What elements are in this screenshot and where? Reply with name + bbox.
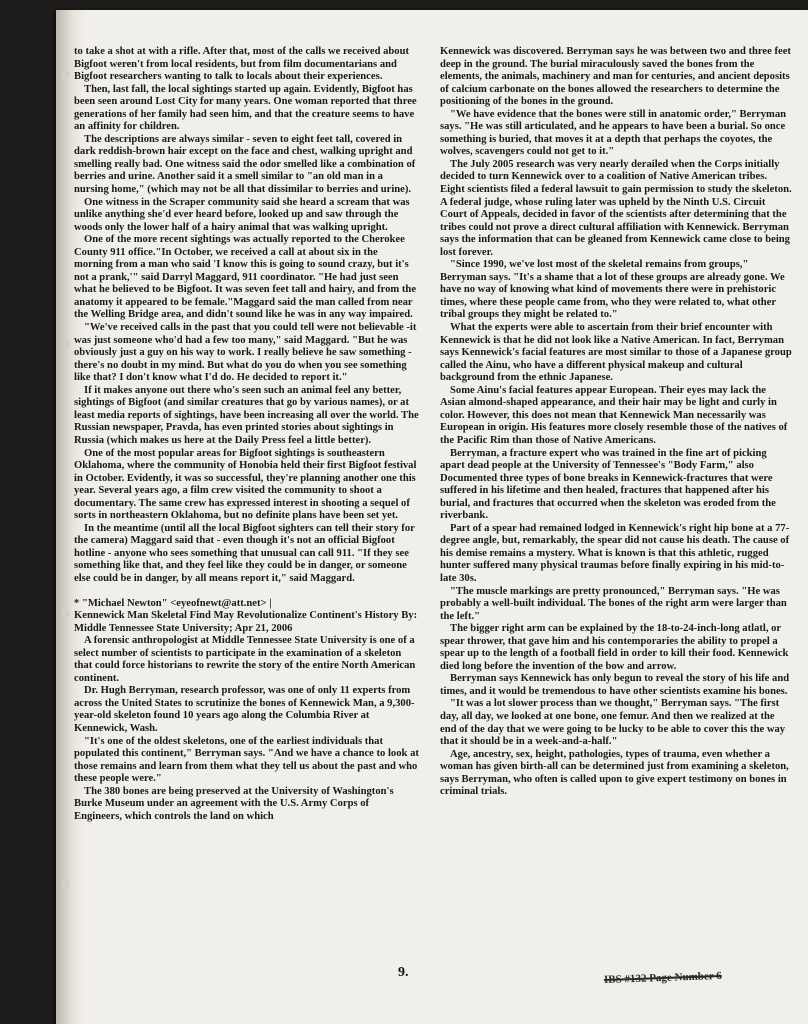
article-byline: * "Michael Newton" <eyeofnewt@att.net> | xyxy=(74,597,272,609)
struck-out-footer: IBS #132 Page Number 6 xyxy=(603,969,722,987)
paragraph: Kennewick was discovered. Berryman says he was between two and three feet deep in the ground. The burial miraculously saved the bones from the elements, the animals, machinery and man for centuries, and ancient deposits of calcium carbonate on the bones allowed the researchers to determine the positioning of the bones in the ground. xyxy=(440,46,791,108)
magazine-page xyxy=(56,10,808,1024)
paragraph: If it makes anyone out there who's seen such an animal feel any better, sightings of Bigfoot (and similar creatures that go by various names), or at least media reports of sightings, have been increasing all over the world. The Russian newspaper, Pravda, has even printed stories about sightings in Russia (which makes us here at the Daily Press feel a little better). xyxy=(74,384,419,446)
left-column xyxy=(74,46,419,823)
article-headline: Kennewick Man Skeletal Find May Revolutionalize Continent's History By: Middle Tennessee State University; Apr 21, 2006 xyxy=(74,610,418,634)
paragraph: Part of a spear had remained lodged in Kennewick's right hip bone at a 77-degree angle, but, remarkably, the spear did not cause his death. The cause of his demise remains a mystery. What is known is that this athletic, rugged hunter suffered many physical traumas before finally expiring in his mid-to-late 30s. xyxy=(440,522,790,584)
paragraph: Then, last fall, the local sightings started up again. Evidently, Bigfoot has been seen around Lost City for many years. One woman reported that three generations of her family had seen him, and that the creature seems to have an affinity for children. xyxy=(74,83,417,133)
paragraph: "The muscle markings are pretty pronounced," Berryman says. "He was probably a well-built individual. The bones of the right arm were larger than the left." xyxy=(440,585,787,622)
paragraph: "We've received calls in the past that you could tell were not believable -it was just someone who'd had a few too many," said Maggard. "But he was obviously just a guy on his way to work. I really believe he saw something - there's no doubt in my mind. But what do you do when you see something like that? I don't know what I'd do. He decided to report it." xyxy=(74,322,417,384)
paragraph: "It's one of the oldest skeletons, one of the earliest individuals that populated this continent," Berryman says. "And we have a chance to look at those remains and learn from them what they tell us about the past and who these people were." xyxy=(74,735,419,785)
paragraph: to take a shot at with a rifle. After that, most of the calls we received about Bigfoot weren't from local residents, but from film documentarians and Bigfoot researchers wanting to talk to locals about their experiences. xyxy=(74,46,410,83)
paragraph: The 380 bones are being preserved at the University of Washington's Burke Museum under an agreement with the U.S. Army Corps of Engineers, which controls the land on which xyxy=(74,785,394,822)
paragraph: One of the more recent sightings was actually reported to the Cherokee County 911 office."In October, we received a call at about six in the morning from a man who said 'I know this is going to sound crazy, but it's not a prank,'" said Darryl Maggard, 911 coordinator. "He had just seen what he believed to be Bigfoot. It was seven feet tall and hairy, and from the anatomy it appeared to be female."Maggard said the man called from near the Welling Bridge area, and didn't sound like he was in any way impaired. xyxy=(74,234,417,321)
paragraph: "Since 1990, we've lost most of the skeletal remains from groups," Berryman says. "It's a shame that a lot of these groups are already gone. We have no way of knowing what kind of movements there were in prehistoric times, where these people came from, who they were related to, what other tribal groups they might be related to." xyxy=(440,259,785,321)
paragraph: Dr. Hugh Berryman, research professor, was one of only 11 experts from across the United States to scrutinize the bones of Kennewick Man, a 9,300-year-old skeleton found 10 years ago along the Columbia River at Kennewick, Wash. xyxy=(74,685,415,734)
paragraph: The descriptions are always similar - seven to eight feet tall, covered in dark reddish-brown hair except on the face and chest, walking upright and smelling really bad. One witness said the odor smelled like a combination of berries and urine. Another said it a smell similar to "an old man in a nursing home," (which may not be all that dissimilar to berries and urine). xyxy=(74,133,416,196)
paragraph: "We have evidence that the bones were still in anatomic order," Berryman says. "He was still articulated, and he appears to have been a burial. So once something is buried, that moves it at a depth that perhaps the coyotes, the wolves, scavengers could not get to it." xyxy=(440,108,787,158)
paragraph: Berryman says Kennewick has only begun to reveal the story of his life and times, and it would be tremendous to have other scientists examine his bones. xyxy=(440,673,790,697)
paragraph: Some Ainu's facial features appear European. Their eyes may lack the Asian almond-shaped appearance, and their hair may be light and curly in color. However, this does not mean that Kennewick Man necessarily was European in origin. His features more closely resemble those of the natives of the Pacific Rim than those of Native Americans. xyxy=(440,384,788,446)
right-column xyxy=(440,46,792,799)
paragraph: The bigger right arm can be explained by the 18-to-24-inch-long atlatl, or spear thrower, that gave him and his contemporaries the ability to propel a spear up to the length of a football field in order to kill their food. Kennewick died long before the invention of the bow and arrow. xyxy=(440,623,789,672)
paragraph: A forensic anthropologist at Middle Tennessee State University is one of a select number of scientists to participate in the examination of a skeleton that could force historians to rewrite the story of the entire North American continent. xyxy=(74,635,416,684)
paragraph: What the experts were able to ascertain from their brief encounter with Kennewick is that he did not look like a Native American. In fact, Berryman says Kennewick's facial features are most similar to those of a Japanese group called the Ainu, who have a different physical makeup and cultural background from the ethnic Japanese. xyxy=(440,322,792,384)
paragraph: Berryman, a fracture expert who was trained in the fine art of picking apart dead people at the University of Tennessee's "Body Farm," also Documented three types of bone breaks in Kennewick-fractures that were suffered in his lifetime and then healed, fractures that happened after his burial, and fractures that occurred when the skeleton was eroded from the riverbank. xyxy=(440,447,776,522)
page-number: 9. xyxy=(398,965,409,980)
binding-holes xyxy=(62,10,72,1024)
paragraph: "It was a lot slower process than we thought," Berryman says. "The first day, all day, we looked at one bone, one femur. And then we realized at the end of the day that we were going to be lucky to be able to cover this the way that it should be in a week-and-a-half." xyxy=(440,698,786,748)
paragraph: One of the most popular areas for Bigfoot sightings is southeastern Oklahoma, where the community of Honobia held their first Bigfoot festival in October. Evidently, it was so successful, they're planning another one this year. Several years ago, a film crew visited the community to shoot a documentary. The same crew has expressed interest in shooting a sequel of sorts in northeastern Oklahoma, but no definite plans have been set yet. xyxy=(74,447,417,522)
paragraph: Age, ancestry, sex, height, pathologies, types of trauma, even whether a woman has given birth-all can be determined just from examining a skeleton, says Berryman, who often is called upon to give expert testimony on bones in criminal trials. xyxy=(440,748,789,798)
paragraph: The July 2005 research was very nearly derailed when the Corps initially decided to turn Kennewick over to a coalition of Native American tribes. Eight scientists filed a federal lawsuit to gain permission to study the skeleton. A federal judge, whose ruling later was upheld by the Ninth U.S. Circuit Court of Appeals, decided in favor of the scientists after determining that the tribes could not prove a direct cultural affiliation with Kennewick. Berryman says the information that can be gleaned from Kennewick came close to being lost forever. xyxy=(440,158,792,258)
paragraph: One witness in the Scraper community said she heard a scream that was unlike anything she'd ever heard before, looked up and saw through the woods only the lower half of a hairy animal that was walking upright. xyxy=(74,196,410,233)
paragraph: In the meantime (until all the local Bigfoot sighters can tell their story for the camera) Maggard said that - even though it's not an official Bigfoot hotline - anyone who sees something that unusual can call 911. "If they see something like that, and they feel like they could be in danger, or someone else could be in danger, by all means report it," said Maggard. xyxy=(74,522,415,584)
